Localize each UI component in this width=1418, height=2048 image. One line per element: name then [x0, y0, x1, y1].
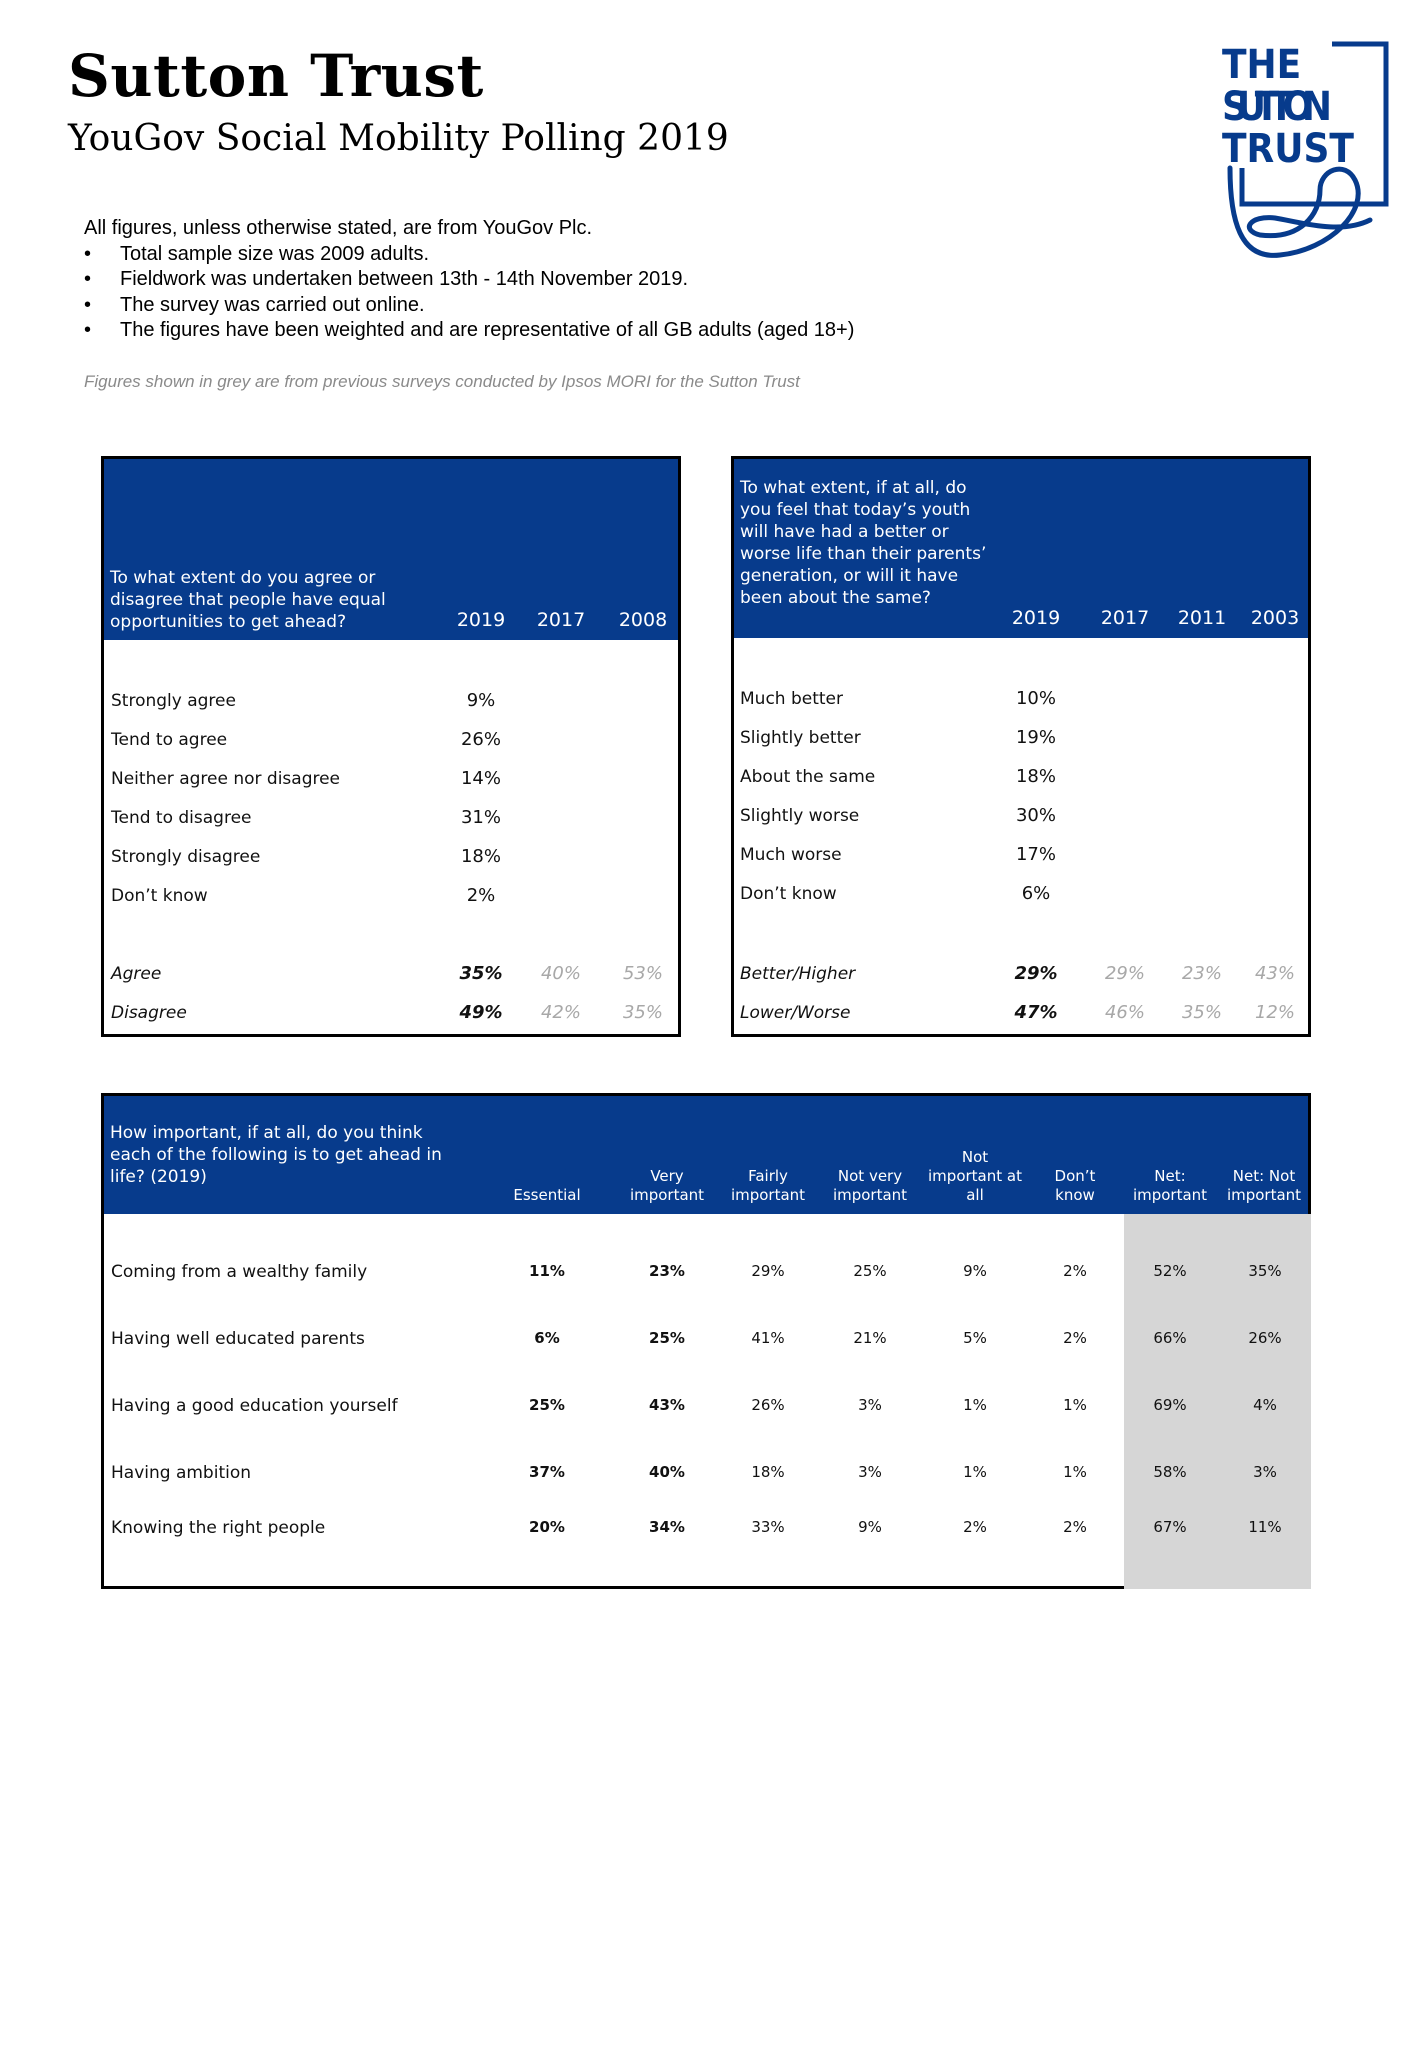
cell-value: 9%	[963, 1262, 987, 1280]
net-label: Lower/Worse	[740, 1003, 851, 1023]
cell-value: 1%	[963, 1396, 987, 1414]
row-label: Don’t know	[740, 884, 837, 904]
intro-bullet: • Fieldwork was undertaken between 13th - 14th November 2019.	[84, 267, 854, 293]
year-header: 2019	[1011, 607, 1061, 629]
cell-value: 1%	[963, 1463, 987, 1481]
cell-value: 3%	[858, 1396, 882, 1414]
cell-value: 18%	[460, 846, 501, 867]
row-label: Slightly worse	[740, 806, 860, 826]
cell-value: 2%	[466, 885, 496, 906]
year-header: 2011	[1177, 607, 1227, 629]
cell-value: 9%	[466, 690, 496, 711]
cell-value: 11%	[529, 1262, 565, 1280]
intro-text	[84, 216, 854, 344]
svg-text:SUTTON: SUTTON	[1222, 84, 1332, 130]
column-header: Net: Not important	[1226, 1167, 1302, 1204]
cell-value: 1%	[1063, 1396, 1087, 1414]
cell-value: 6%	[534, 1329, 560, 1347]
page-title: Sutton Trust	[68, 42, 484, 110]
cell-value: 2%	[963, 1518, 987, 1536]
net-value-previous: 53%	[622, 963, 663, 984]
cell-value: 30%	[1015, 805, 1056, 826]
net-value-previous: 29%	[1104, 963, 1145, 984]
cell-value: 26%	[460, 729, 501, 750]
column-header: Not important at all	[928, 1148, 1022, 1204]
net-label: Disagree	[111, 1003, 187, 1023]
cell-value: 35%	[1248, 1262, 1282, 1280]
table-equal-opportunities	[101, 456, 681, 1037]
cell-value: 34%	[649, 1518, 685, 1536]
net-value-previous: 23%	[1181, 963, 1222, 984]
table-importance-getting-ahead	[101, 1093, 1311, 1589]
year-header: 2017	[1100, 607, 1150, 629]
row-label: Having a good education yourself	[111, 1396, 398, 1416]
row-label: Coming from a wealthy family	[111, 1262, 368, 1282]
cell-value: 33%	[751, 1518, 785, 1536]
cell-value: 41%	[751, 1329, 785, 1347]
net-label: Better/Higher	[740, 964, 856, 984]
row-label: Strongly disagree	[111, 847, 261, 867]
net-label: Agree	[111, 964, 162, 984]
table-youth-life-outlook	[731, 456, 1311, 1037]
cell-value: 3%	[1253, 1463, 1277, 1481]
cell-value: 25%	[649, 1329, 685, 1347]
intro-bullet: • Total sample size was 2009 adults.	[84, 242, 854, 268]
cell-value: 37%	[529, 1463, 565, 1481]
svg-text:THE: THE	[1222, 42, 1302, 88]
cell-value: 21%	[853, 1329, 887, 1347]
year-header: 2003	[1250, 607, 1300, 629]
row-label: About the same	[740, 767, 876, 787]
cell-value: 18%	[751, 1463, 785, 1481]
column-header: Don’t know	[1054, 1167, 1096, 1204]
cell-value: 69%	[1153, 1396, 1187, 1414]
cell-value: 4%	[1253, 1396, 1277, 1414]
question-text: To what extent do you agree or disagree that people have equal opportunities to get ahead?	[110, 568, 386, 632]
cell-value: 6%	[1021, 883, 1051, 904]
row-label: Neither agree nor disagree	[111, 769, 341, 789]
question-text: To what extent, if at all, do you feel that today’s youth will have had a better or worse life than their parents’ generation, or will it have been about the same?	[740, 478, 987, 608]
cell-value: 5%	[963, 1329, 987, 1347]
net-value: 35%	[459, 963, 503, 984]
grey-figures-note: Figures shown in grey are from previous surveys conducted by Ipsos MORI for the Sutton Trust	[84, 372, 800, 391]
row-label: Slightly better	[740, 728, 861, 748]
row-label: Having well educated parents	[111, 1329, 365, 1349]
cell-value: 26%	[751, 1396, 785, 1414]
table-header	[104, 459, 678, 640]
column-header: Net: important	[1132, 1167, 1208, 1204]
row-label: Tend to agree	[111, 730, 228, 750]
net-value-previous: 35%	[622, 1002, 663, 1023]
column-header: Fairly important	[730, 1167, 806, 1204]
cell-value: 26%	[1248, 1329, 1282, 1347]
intro-bullet: • The figures have been weighted and are representative of all GB adults (aged 18+)	[84, 318, 854, 344]
net-value: 29%	[1014, 963, 1058, 984]
cell-value: 17%	[1015, 844, 1056, 865]
column-header: Very important	[629, 1167, 705, 1204]
net-value-previous: 43%	[1254, 963, 1295, 984]
net-value-previous: 40%	[540, 963, 581, 984]
cell-value: 3%	[858, 1463, 882, 1481]
cell-value: 18%	[1015, 766, 1056, 787]
cell-value: 9%	[858, 1518, 882, 1536]
net-value-previous: 46%	[1104, 1002, 1145, 1023]
cell-value: 31%	[460, 807, 501, 828]
cell-value: 19%	[1015, 727, 1056, 748]
cell-value: 52%	[1153, 1262, 1187, 1280]
row-label: Much worse	[740, 845, 842, 865]
net-value-previous: 35%	[1181, 1002, 1222, 1023]
cell-value: 29%	[751, 1262, 785, 1280]
sutton-trust-logo	[1220, 40, 1390, 265]
year-header: 2019	[456, 609, 506, 631]
cell-value: 66%	[1153, 1329, 1187, 1347]
cell-value: 43%	[649, 1396, 685, 1414]
year-header: 2008	[618, 609, 668, 631]
column-header: Not very important	[832, 1167, 908, 1204]
cell-value: 67%	[1153, 1518, 1187, 1536]
svg-text:TRUST: TRUST	[1222, 126, 1354, 172]
intro-bullet: • The survey was carried out online.	[84, 293, 854, 319]
net-value-previous: 12%	[1254, 1002, 1295, 1023]
table-header	[104, 1096, 1308, 1214]
cell-value: 2%	[1063, 1518, 1087, 1536]
net-value: 49%	[459, 1002, 503, 1023]
table-header	[734, 459, 1308, 638]
row-label: Tend to disagree	[111, 808, 252, 828]
column-header: Essential	[513, 1186, 581, 1204]
net-value: 47%	[1014, 1002, 1058, 1023]
cell-value: 2%	[1063, 1262, 1087, 1280]
cell-value: 2%	[1063, 1329, 1087, 1347]
cell-value: 20%	[529, 1518, 565, 1536]
row-label: Much better	[740, 689, 843, 709]
cell-value: 11%	[1248, 1518, 1282, 1536]
cell-value: 40%	[649, 1463, 685, 1481]
cell-value: 23%	[649, 1262, 685, 1280]
row-label: Having ambition	[111, 1463, 252, 1483]
cell-value: 58%	[1153, 1463, 1187, 1481]
row-label: Knowing the right people	[111, 1518, 326, 1538]
cell-value: 14%	[460, 768, 501, 789]
year-header: 2017	[536, 609, 586, 631]
cell-value: 10%	[1015, 688, 1056, 709]
cell-value: 25%	[529, 1396, 565, 1414]
row-label: Strongly agree	[111, 691, 236, 711]
question-text: How important, if at all, do you think each of the following is to get ahead in life? (2019)	[110, 1123, 442, 1187]
net-value-previous: 42%	[540, 1002, 581, 1023]
intro-lead: All figures, unless otherwise stated, are from YouGov Plc.	[84, 217, 593, 239]
row-label: Don’t know	[111, 886, 208, 906]
cell-value: 1%	[1063, 1463, 1087, 1481]
cell-value: 25%	[853, 1262, 887, 1280]
page-subtitle: YouGov Social Mobility Polling 2019	[68, 118, 729, 159]
